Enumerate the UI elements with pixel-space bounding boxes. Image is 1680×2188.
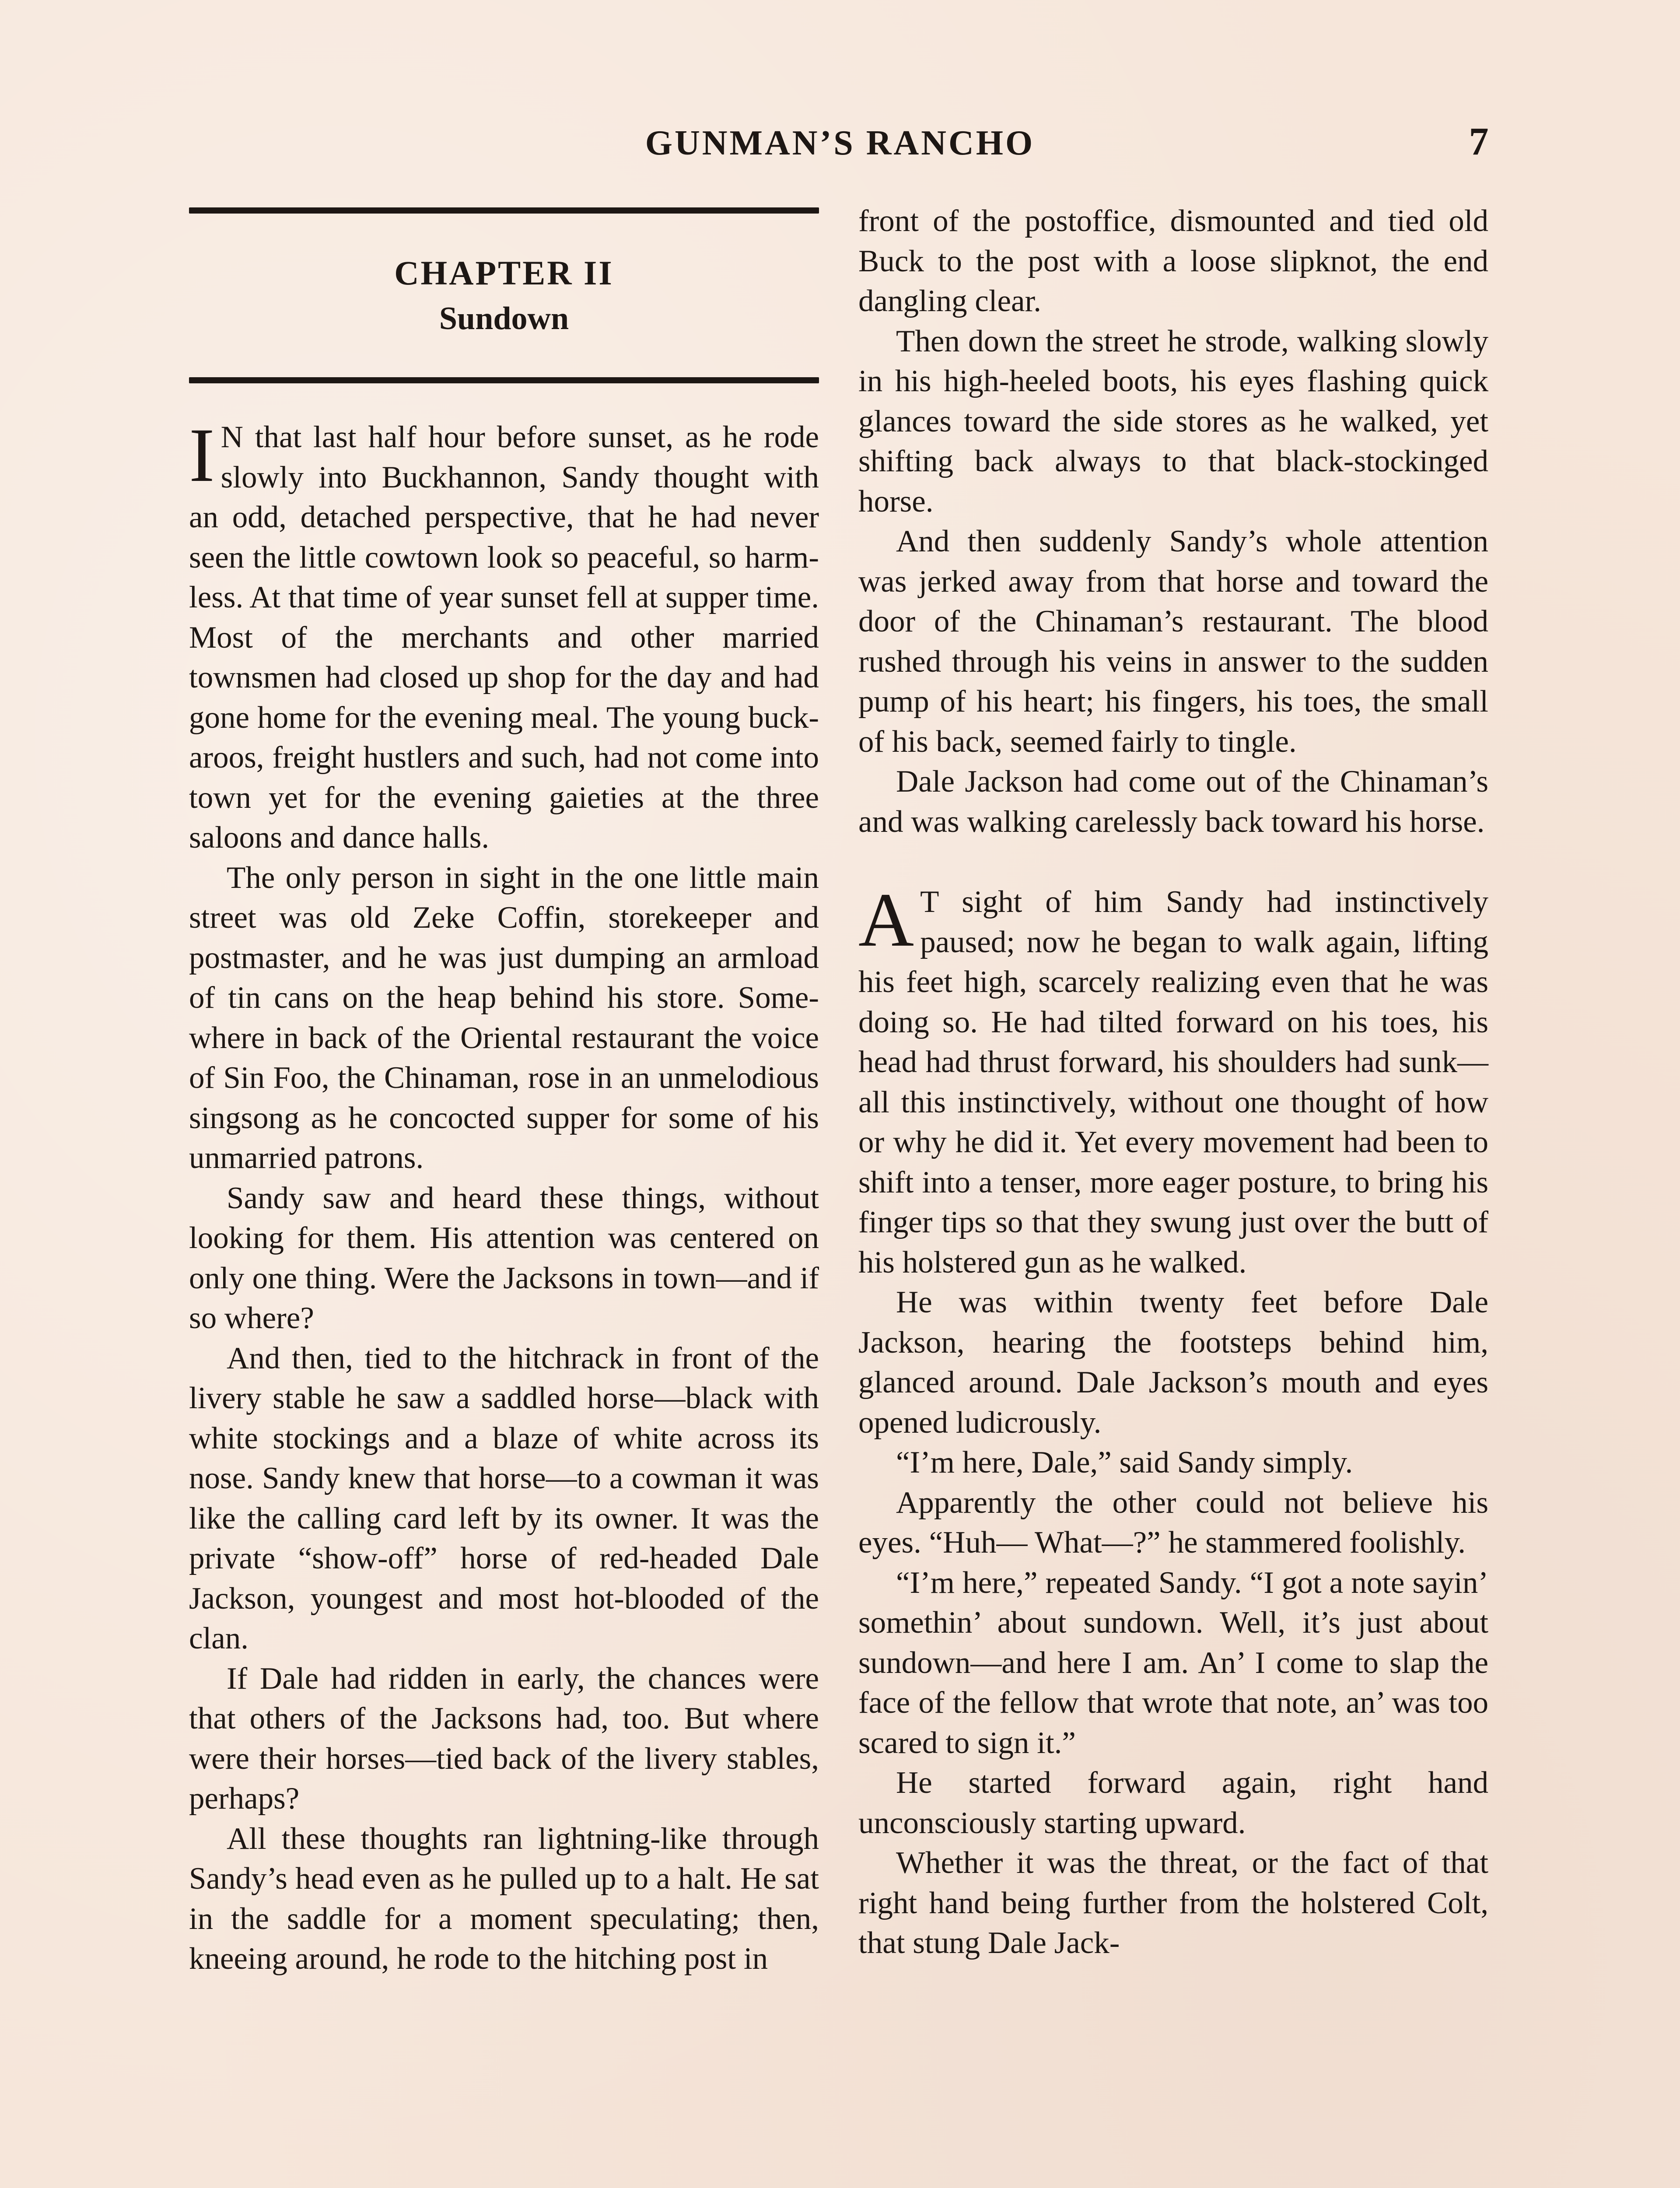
paragraph: He started forward again, right hand unconsciously starting upward.: [858, 1766, 1488, 1840]
paragraph-text: N that last half hour before sunset, as he rode slowly into Buckhannon, Sandy thought with an odd, detached perspective, that he had never seen the little cowtown look so peaceful, so harmless. At that time of year sunset fell at supper time. Most of the merchants and other married townsmen had closed up shop for the day and had gone home for the evening meal. The young buckaroos, freight hustlers and such, had not come into town yet for the evening gaieties at the three saloons and dance halls.: [189, 420, 819, 855]
paragraph-text: T sight of him Sandy had instinctively paused; now he began to walk again, lifting his feet high, scarcely realizing even that he was doing so. He had tilted forward on his toes, his head had thrust forward, his shoulders had sunk—all this instinctively, without one thought of how or why he did it. Yet every movement had been to shift into a tenser, more eager posture, to bring his finger tips so that they swung just over the butt of his holstered gun as he walked.: [858, 885, 1488, 1280]
paragraph: “I’m here,” repeated Sandy. “I got a note sayin’ somethin’ about sundown. Well, it’s just about sundown—and here I am. An’ I come to slap the face of the fellow that wrote that note, an’ was too scared to sign it.”: [858, 1565, 1488, 1760]
running-head-title: GUNMAN’S RANCHO: [645, 124, 1035, 162]
paragraph: If Dale had ridden in early, the chances were that others of the Jacksons had, too. But where were their horses—tied back of the livery stables, perhaps?: [189, 1661, 819, 1816]
right-column: [858, 0, 1488, 1964]
chapter-rule-bottom: [189, 377, 819, 383]
paragraph: Whether it was the threat, or the fact of that right hand being further from the holstered Colt, that stung Dale Jack-: [858, 1846, 1488, 1960]
paragraph: front of the postoffice, dismounted and tied old Buck to the post with a loose slipknot, the end dangling clear.: [858, 204, 1488, 318]
left-column: [189, 0, 819, 1979]
paragraph: The only person in sight in the one little main street was old Zeke Coffin, storekeeper and postmaster, and he was just dumping an armload of tin cans on the heap behind his store. Somewhere in back of the Oriental restaurant the voice of Sin Foo, the Chinaman, rose in an unmelodious singsong as he concocted supper for some of his unmarried patrons.: [189, 860, 819, 1175]
paragraph: [189, 413, 819, 858]
paragraph: He was within twenty feet before Dale Jackson, hearing the footsteps behind him, glanced around. Dale Jackson’s mouth and eyes opened ludicrously.: [858, 1285, 1488, 1440]
paragraph: “I’m here, Dale,” said Sandy simply.: [896, 1445, 1353, 1480]
paragraph: All these thoughts ran lightning-like through Sandy’s head even as he pulled up to a halt. He sat in the saddle for a moment speculating; then, kneeing around, he rode to the hitching post in: [189, 1821, 819, 1976]
right-column-text: [858, 201, 1488, 1964]
chapter-title: CHAPTER II: [394, 254, 614, 292]
section-break: [858, 842, 1488, 882]
drop-cap: I: [189, 413, 215, 498]
drop-cap: A: [858, 877, 914, 963]
left-column-text: [189, 413, 819, 1979]
paragraph: Then down the street he strode, walking slowly in his high-heeled boots, his eyes flashing quick glances toward the side stores as he walked, yet shifting back always to that black-stockinged horse.: [858, 324, 1488, 519]
paragraph: And then suddenly Sandy’s whole attention was jerked away from that horse and toward the door of the Chinaman’s restaurant. The blood rushed through his veins in answer to the sudden pump of his heart; his fingers, his toes, the small of his back, seemed fairly to tingle.: [858, 524, 1488, 759]
paragraph: Apparently the other could not believe his eyes. “Huh— What—?” he stammered foolishly.: [858, 1485, 1488, 1560]
paragraph: Dale Jackson had come out of the Chinaman’s and was walking carelessly back toward his horse.: [858, 764, 1488, 839]
page-number: 7: [1469, 120, 1489, 163]
chapter-subtitle: Sundown: [439, 301, 569, 337]
chapter-rule-top: [189, 207, 819, 214]
paragraph: And then, tied to the hitchrack in front of the livery stable he saw a saddled horse—black with white stockings and a blaze of white across its nose. Sandy knew that horse—to a cowman it was like the calling card left by its owner. It was the private “show-off” horse of red-headed Dale Jackson, youngest and most hot-blooded of the clan.: [189, 1341, 819, 1655]
paragraph: Sandy saw and heard these things, without looking for them. His attention was centered on only one thing. Were the Jacksons in town—and if so where?: [189, 1181, 819, 1335]
paragraph: [858, 877, 1488, 1283]
